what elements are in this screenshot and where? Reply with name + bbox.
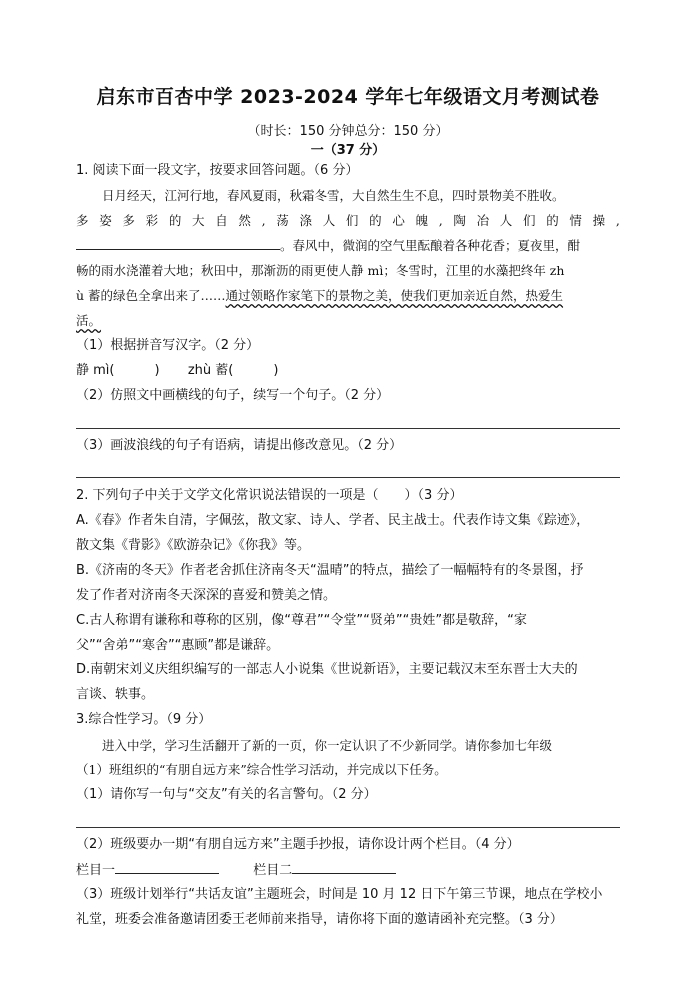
option-d: D.南朝宋刘义庆组织编写的一部志人小说集《世说新语》，主要记载汉末至东晋士大夫的 <box>76 662 578 677</box>
answer-line[interactable] <box>76 477 620 478</box>
passage-char: 们 <box>345 213 359 228</box>
answer-blank[interactable] <box>115 861 219 874</box>
q3-sub3: 礼堂，班委会准备邀请团委王老师前来指导，请你将下面的邀请函补充完整。（3 分） <box>76 912 563 927</box>
q1-stem: 1. 阅读下面一段文字，按要求回答问题。（6 分） <box>76 163 359 178</box>
passage-char: , <box>261 213 266 228</box>
section-heading: 一（37 分） <box>310 143 386 158</box>
wavy-underlined-sentence: 通过领略作家笔下的景物之美，使我们更加亲近自然，热爱生 <box>225 288 564 303</box>
passage-char: 荡 <box>276 213 289 228</box>
answer-blank[interactable] <box>76 237 280 250</box>
option-d: 言谈、轶事。 <box>76 687 155 702</box>
q2-stem: 2. 下列句子中关于文学文化常识说法错误的一项是（ ）（3 分） <box>76 488 463 503</box>
paren: ) <box>154 363 160 378</box>
q3-intro: 进入中学，学习生活翻开了新的一页，你一定认识了不少新同学。请你参加七年级 <box>102 738 553 753</box>
answer-blank[interactable] <box>292 861 396 874</box>
q1-passage-line: 日月经天，江河行地，春风夏雨，秋霜冬雪，大自然生生不息，四时景物美不胜收。 <box>102 188 565 203</box>
passage-char: 情 <box>569 213 582 228</box>
q3-sub3: （3）班级计划举行“共话友谊”主题班会，时间是 10 月 12 日下午第三节课，地点在学校小 <box>76 887 603 902</box>
column-label: 栏目二 <box>253 863 293 878</box>
pinyin-row <box>76 362 620 380</box>
column-label: 栏目一 <box>76 863 116 878</box>
passage-char: 彩 <box>145 213 159 228</box>
option-b: B.《济南的冬天》作者老舍抓住济南冬天“温晴”的特点，描绘了一幅幅特有的冬景图，抒 <box>76 563 584 578</box>
passage-char: 人 <box>499 213 513 228</box>
q3-sub1: （1）请你写一句与“交友”有关的名言警句。（2 分） <box>76 787 377 802</box>
passage-char: 们 <box>523 213 536 228</box>
passage-char: 陶 <box>453 213 466 228</box>
passage-char: 魄 <box>415 213 429 228</box>
passage-char: 大 <box>192 213 205 228</box>
passage-text: ù 蓄的绿色全拿出来了…… <box>76 288 226 303</box>
option-b: 发了作者对济南冬天深深的喜爱和赞美之情。 <box>76 588 337 603</box>
option-a: A.《春》作者朱自清，字佩弦，散文家、诗人、学者、民主战士。代表作诗文集《踪迹》， <box>76 513 590 528</box>
q1-passage-line <box>76 237 620 255</box>
passage-char: , <box>615 213 620 228</box>
q1-sub3: （3）画波浪线的句子有语病，请提出修改意见。（2 分） <box>76 438 403 453</box>
page-title: 启东市百杏中学 2023-2024 学年七年级语文月考测试卷 <box>96 86 600 108</box>
passage-char: 自 <box>215 213 228 228</box>
wavy-underlined-sentence: 活。 <box>76 313 102 328</box>
passage-char: 的 <box>369 213 382 228</box>
passage-char: 多 <box>76 213 89 228</box>
q1-passage-line <box>76 287 620 305</box>
answer-line[interactable] <box>76 827 620 828</box>
option-c: C.古人称谓有谦称和尊称的区别，像“尊君”“令堂”“贤弟”“贵姓”都是敬辞，“家 <box>76 613 527 628</box>
passage-char: 然 <box>238 213 251 228</box>
q1-sub2: （2）仿照文中画横线的句子，续写一个句子。（2 分） <box>76 388 390 403</box>
passage-char: 操 <box>592 213 606 228</box>
q3-sub2: （2）班级要办一期“有朋自远方来”主题手抄报，请你设计两个栏目。（4 分） <box>76 837 520 852</box>
option-c: 父”“舍弟”“寒舍”“惠顾”都是谦辞。 <box>76 638 280 653</box>
passage-char: 涤 <box>299 213 313 228</box>
q1-sub1: （1）根据拼音写汉字。（2 分） <box>76 338 260 353</box>
passage-char: 的 <box>546 213 559 228</box>
time-info: （时长：150 分钟总分：150 分） <box>247 124 449 139</box>
pinyin-prompt: 静 mì( <box>76 363 115 378</box>
passage-char: , <box>438 213 443 228</box>
passage-char: 人 <box>322 213 336 228</box>
paren: ) <box>273 363 279 378</box>
q3-stem: 3.综合性学习。（9 分） <box>76 712 212 727</box>
passage-text: 。春风中，微润的空气里酝酿着各种花香；夏夜里，酣 <box>280 238 581 253</box>
passage-char: 心 <box>392 213 405 228</box>
option-a: 散文集《背影》《欧游杂记》《你我》等。 <box>76 538 311 553</box>
passage-char: 姿 <box>99 213 112 228</box>
passage-char: 的 <box>168 213 182 228</box>
q1-passage-line: 畅的雨水浇灌着大地；秋田中，那渐沥的雨更使人静 mì；冬雪时，江里的水藻把终年 zh <box>76 263 565 278</box>
passage-char: 冶 <box>476 213 490 228</box>
q1-passage-line <box>76 212 620 230</box>
passage-char: 多 <box>122 213 135 228</box>
q1-passage-line <box>76 312 620 330</box>
pinyin-prompt: zhù 蓄( <box>187 363 234 378</box>
q3-intro: （1）班组织的“有朋自远方来”综合性学习活动，并完成以下任务。 <box>76 762 447 777</box>
column-row <box>76 861 620 880</box>
answer-line[interactable] <box>76 428 620 429</box>
